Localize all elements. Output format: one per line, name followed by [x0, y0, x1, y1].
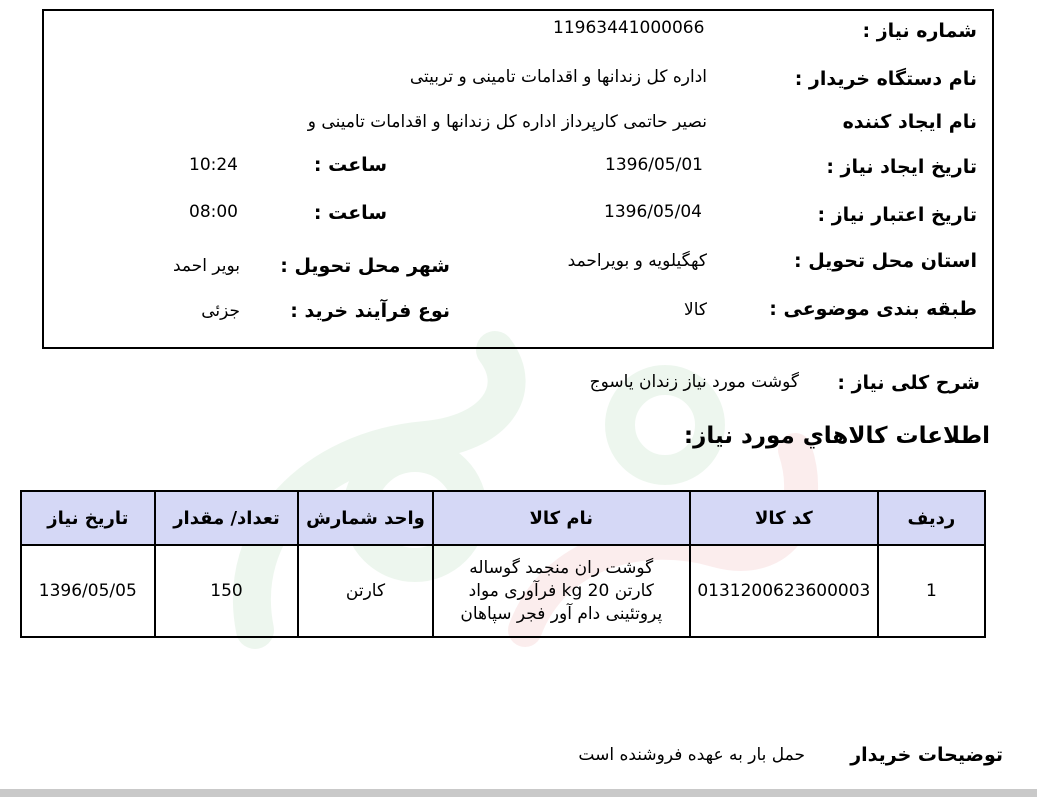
header-unit: واحد شمارش: [298, 491, 432, 545]
creator-value: نصیر حاتمی کارپرداز اداره کل زندانها و اقدامات تامینی و: [307, 112, 707, 132]
cell-unit: کارتن: [298, 545, 432, 637]
cell-row-number: 1: [878, 545, 985, 637]
creator-label: نام ایجاد کننده: [842, 111, 977, 133]
created-time-label: ساعت :: [313, 154, 387, 176]
created-time-value: 10:24: [189, 155, 238, 175]
validity-time-value: 08:00: [189, 202, 238, 222]
item-name-line: پروتئینی دام آور فجر سپاهان: [460, 603, 663, 624]
description-value: گوشت مورد نیاز زندان یاسوج: [589, 372, 799, 392]
buyer-notes-label: توضیحات خریدار: [850, 744, 1003, 766]
table-header-row: [21, 491, 985, 545]
bottom-scroll-bar: [0, 789, 1037, 797]
purchase-process-value: جزئی: [201, 301, 240, 321]
item-name-line: کارتن 20 kg فرآوری مواد: [468, 580, 654, 601]
category-value: کالا: [684, 300, 707, 320]
need-number-value: 11963441000066: [553, 18, 705, 38]
header-item-name: نام کالا: [433, 491, 690, 545]
header-need-date: تاریخ نیاز: [21, 491, 155, 545]
purchase-process-label: نوع فرآیند خرید :: [290, 300, 450, 322]
validity-date-label: تاریخ اعتبار نیاز :: [817, 204, 977, 226]
buyer-org-label: نام دستگاه خریدار :: [794, 68, 977, 90]
cell-item-name: [433, 545, 690, 637]
items-table: [20, 490, 986, 638]
category-label: طبقه بندی موضوعی :: [769, 298, 977, 320]
buyer-org-value: اداره کل زندانها و اقدامات تامینی و تربیتی: [409, 67, 707, 87]
delivery-province-value: کهگیلویه و بویراحمد: [567, 251, 707, 271]
items-section-title: اطلاعات کالاهاي مورد نیاز:: [683, 423, 990, 449]
buyer-notes-value: حمل بار به عهده فروشنده است: [578, 745, 805, 765]
validity-time-label: ساعت :: [313, 202, 387, 224]
created-date-label: تاریخ ایجاد نیاز :: [826, 156, 977, 178]
delivery-province-label: استان محل تحویل :: [794, 250, 977, 272]
delivery-city-label: شهر محل تحویل :: [280, 255, 450, 277]
cell-quantity: 150: [155, 545, 299, 637]
item-name-line: گوشت ران منجمد گوساله: [469, 557, 654, 578]
header-quantity: تعداد/ مقدار: [155, 491, 299, 545]
table-row: [21, 545, 985, 637]
need-number-label: شماره نیاز :: [862, 20, 977, 42]
delivery-city-value: بویر احمد: [172, 256, 240, 276]
created-date-value: 1396/05/01: [605, 155, 703, 175]
header-row-number: ردیف: [878, 491, 985, 545]
validity-date-value: 1396/05/04: [604, 202, 702, 222]
cell-need-date: 1396/05/05: [21, 545, 155, 637]
description-label: شرح کلی نیاز :: [837, 372, 980, 394]
header-item-code: کد کالا: [690, 491, 878, 545]
cell-item-code: 0131200623600003: [690, 545, 878, 637]
